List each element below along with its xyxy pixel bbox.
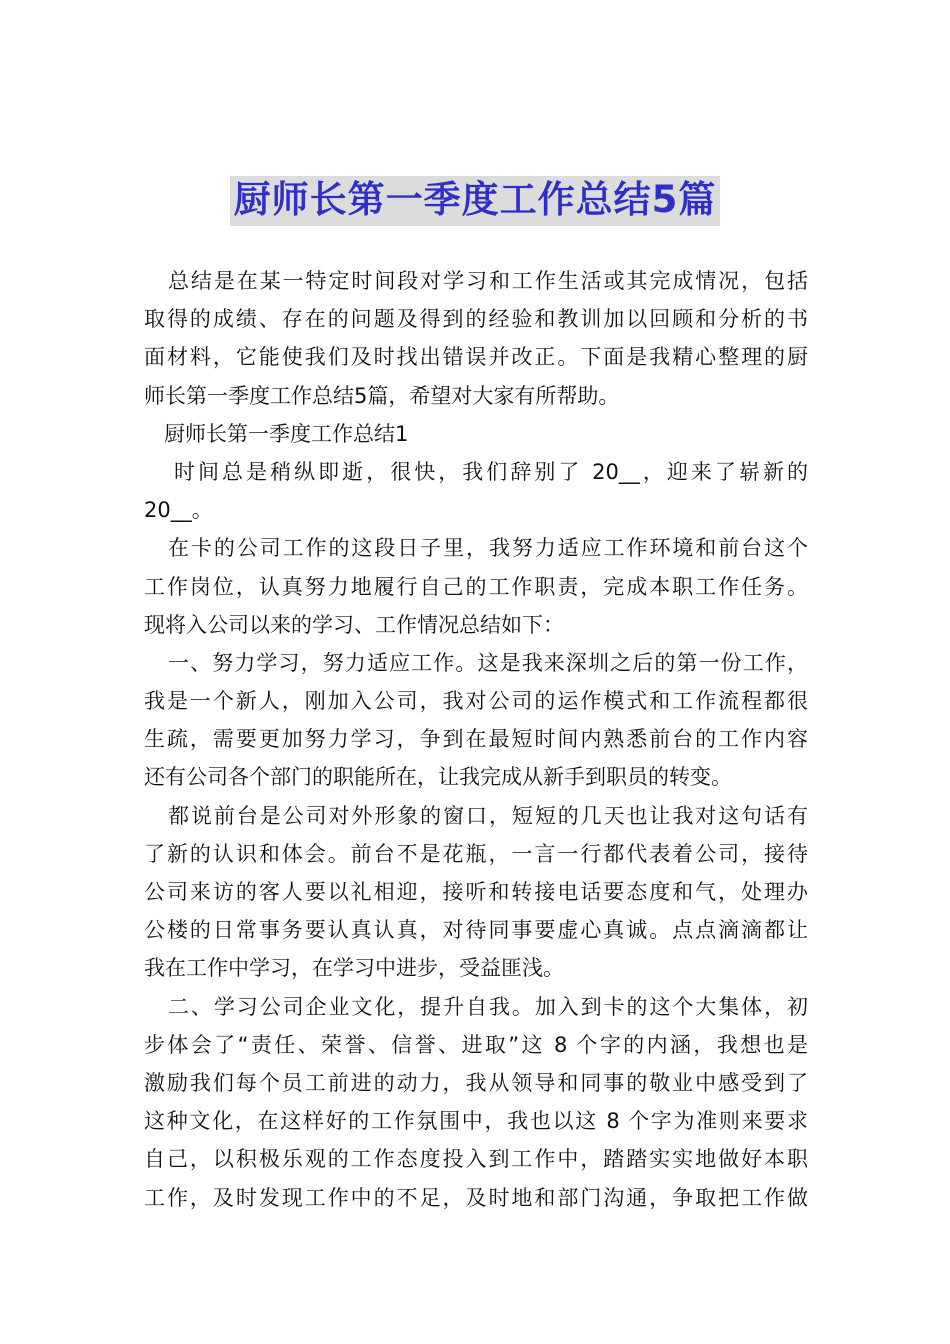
document-title: 厨师长第一季度工作总结5篇	[230, 176, 721, 226]
text-line: 时间总是稍纵即逝，很快，我们辞别了 20__，迎来了崭新的	[174, 459, 808, 484]
text-line: 这种文化，在这样好的工作氛围中，我也以这 8 个字为准则来要求	[144, 1109, 808, 1134]
text-line: 一、努力学习，努力适应工作。这是我来深圳之后的第一份工作，	[168, 650, 808, 675]
text-line: 取得的成绩、存在的问题及得到的经验和教训加以回顾和分析的书	[144, 307, 808, 332]
text-line: 师长第一季度工作总结5篇，希望对大家有所帮助。	[144, 383, 620, 408]
text-line: 在卡的公司工作的这段日子里，我努力适应工作环境和前台这个	[168, 536, 808, 561]
text-line: 激励我们每个员工前进的动力，我从领导和同事的敬业中感受到了	[144, 1070, 808, 1095]
text-line: 我是一个新人，刚加入公司，我对公司的运作模式和工作流程都很	[144, 689, 808, 714]
text-line: 工作，及时发现工作中的不足，及时地和部门沟通，争取把工作做	[144, 1185, 808, 1210]
title-container	[0, 176, 950, 226]
text-line: 生疏，需要更加努力学习，争到在最短时间内熟悉前台的工作内容	[144, 727, 808, 752]
text-line: 20__。	[144, 498, 213, 523]
section-heading: 厨师长第一季度工作总结1	[164, 421, 409, 446]
text-line: 了新的认识和体会。前台不是花瓶，一言一行都代表着公司，接待	[144, 841, 808, 866]
text-line: 二、学习公司企业文化，提升自我。加入到卡的这个大集体，初	[168, 994, 808, 1019]
text-line: 面材料，它能使我们及时找出错误并改正。下面是我精心整理的厨	[144, 345, 808, 370]
document-body	[144, 262, 808, 1217]
text-line: 工作岗位，认真努力地履行自己的工作职责，完成本职工作任务。	[144, 574, 808, 599]
text-line: 公楼的日常事务要认真认真，对待同事要虚心真诚。点点滴滴都让	[144, 918, 808, 943]
text-line: 我在工作中学习，在学习中进步，受益匪浅。	[144, 956, 564, 981]
text-line: 都说前台是公司对外形象的窗口，短短的几天也让我对这句话有	[168, 803, 808, 828]
text-line: 公司来访的客人要以礼相迎，接听和转接电话要态度和气，处理办	[144, 880, 808, 904]
text-line: 现将入公司以来的学习、工作情况总结如下：	[144, 612, 564, 637]
text-line: 自己，以积极乐观的工作态度投入到工作中，踏踏实实地做好本职	[144, 1147, 808, 1172]
text-line: 总结是在某一特定时间段对学习和工作生活或其完成情况，包括	[168, 269, 808, 293]
text-line: 步体会了“责任、荣誉、信誉、进取”这 8 个字的内涵，我想也是	[144, 1032, 808, 1057]
text-line: 还有公司各个部门的职能所在，让我完成从新手到职员的转变。	[144, 765, 732, 790]
